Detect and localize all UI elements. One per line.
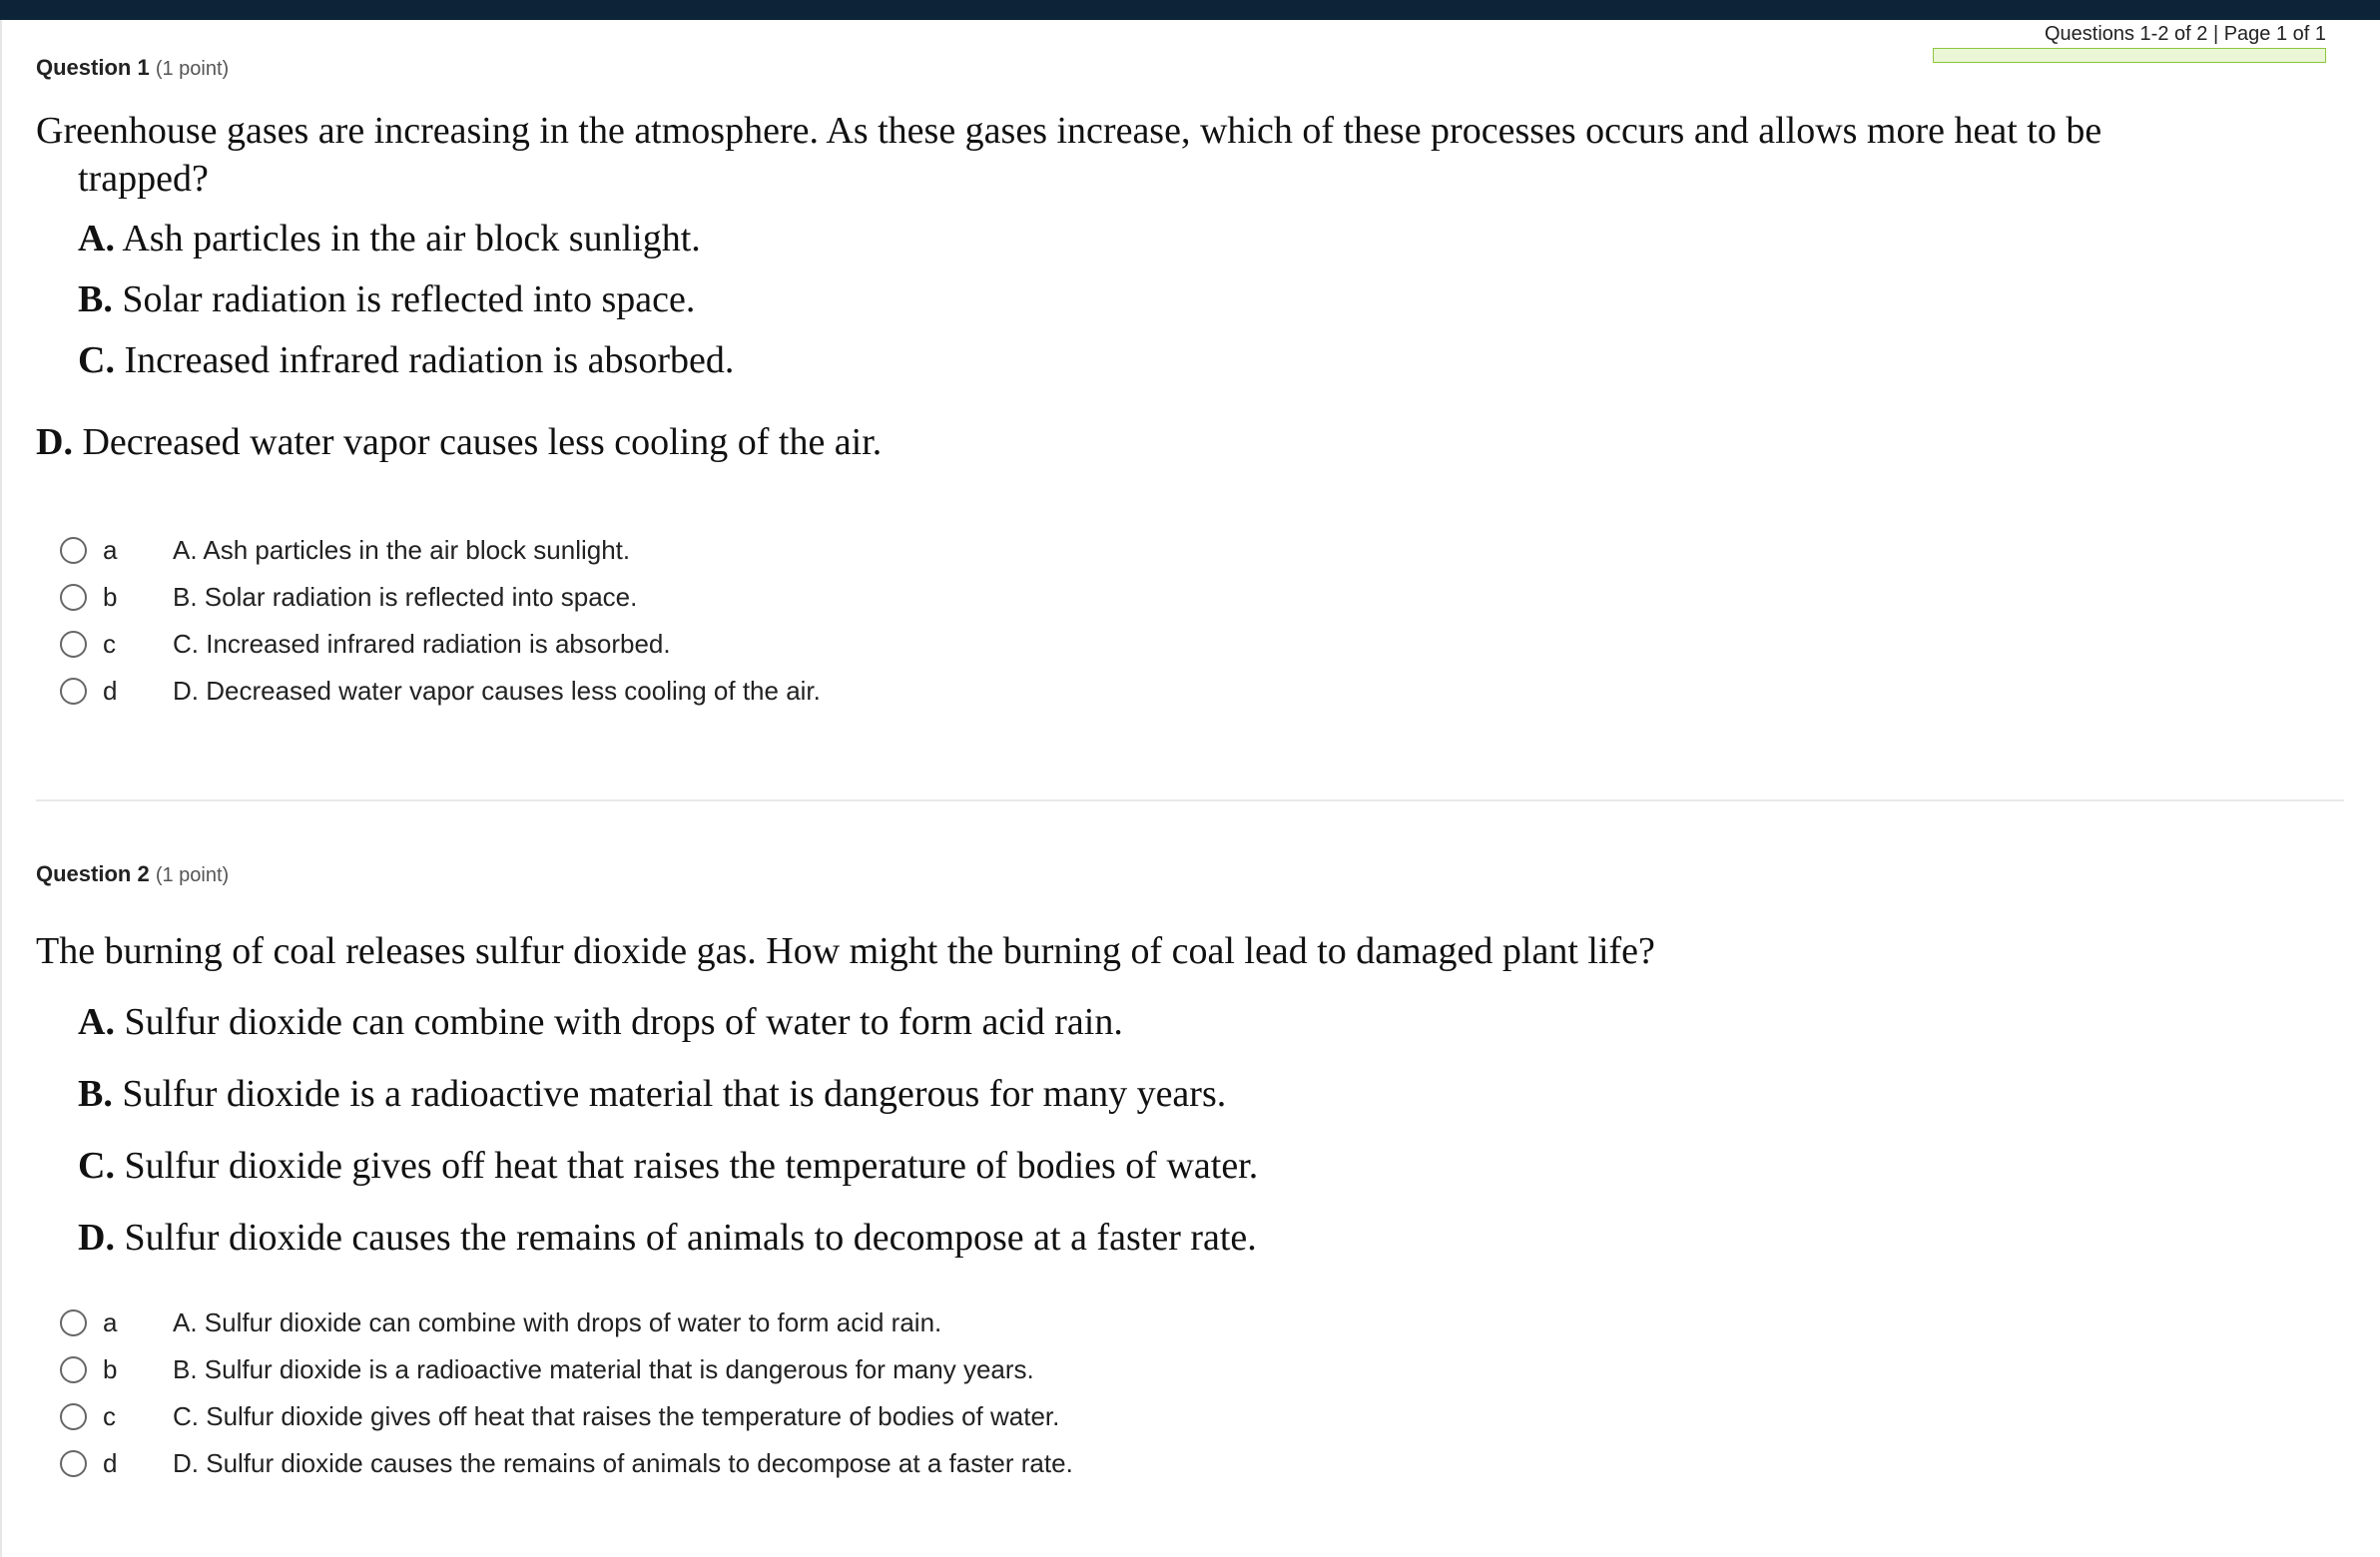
answer-choice-c[interactable]: c C. Increased infrared radiation is absorbed.: [60, 621, 821, 668]
answer-choice-b[interactable]: b B. Sulfur dioxide is a radioactive material that is dangerous for many years.: [60, 1346, 1073, 1393]
radio-button[interactable]: [60, 678, 87, 705]
stem-option-b: B. Solar radiation is reflected into space.: [78, 278, 696, 320]
question-title: Question 2: [36, 861, 150, 886]
stem-option-d: D. Decreased water vapor causes less cooling of the air.: [36, 421, 883, 463]
radio-button[interactable]: [60, 537, 87, 564]
answer-choice-d[interactable]: d D. Decreased water vapor causes less cooling of the air.: [60, 668, 821, 715]
radio-button[interactable]: [60, 631, 87, 658]
answer-choices-q2: [60, 1299, 1073, 1487]
radio-button[interactable]: [60, 1356, 87, 1383]
question-divider: [36, 799, 2344, 801]
question-2: [36, 860, 2342, 1286]
answer-choices-q1: [60, 527, 821, 715]
question-stem: [36, 927, 2342, 975]
stem-line: trapped?: [78, 158, 209, 200]
radio-button[interactable]: [60, 1309, 87, 1336]
answer-choice-c[interactable]: c C. Sulfur dioxide gives off heat that raises the temperature of bodies of water.: [60, 1393, 1073, 1440]
stem-line: Greenhouse gases are increasing in the atmosphere. As these gases increase, which of these processes occurs and allows more heat to be: [36, 110, 2102, 152]
question-header: [36, 54, 2342, 83]
answer-choice-d[interactable]: d D. Sulfur dioxide causes the remains of animals to decompose at a faster rate.: [60, 1440, 1073, 1487]
stem-line: The burning of coal releases sulfur dioxide gas. How might the burning of coal lead to damaged plant life?: [36, 930, 1655, 972]
question-points: (1 point): [155, 864, 230, 886]
stem-option-b: B. Sulfur dioxide is a radioactive material that is dangerous for many years.: [78, 1073, 1227, 1115]
stem-option-a: A. Sulfur dioxide can combine with drops of water to form acid rain.: [78, 1001, 1123, 1043]
answer-choice-b[interactable]: b B. Solar radiation is reflected into space.: [60, 574, 821, 621]
radio-button[interactable]: [60, 584, 87, 611]
radio-button[interactable]: [60, 1450, 87, 1477]
progress-label: Questions 1-2 of 2 | Page 1 of 1: [2044, 23, 2326, 45]
question-stem: [36, 107, 2342, 203]
answer-choice-a[interactable]: a A. Ash particles in the air block sunlight.: [60, 527, 821, 574]
stem-options: [36, 998, 2342, 1286]
question-points: (1 point): [155, 58, 230, 80]
stem-option-c: C. Increased infrared radiation is absorbed.: [78, 339, 735, 381]
radio-button[interactable]: [60, 1403, 87, 1430]
question-1: [36, 54, 2342, 479]
top-bar: [0, 0, 2380, 20]
question-title: Question 1: [36, 55, 150, 80]
stem-option-a: A. Ash particles in the air block sunlight.: [78, 218, 701, 260]
stem-option-c: C. Sulfur dioxide gives off heat that raises the temperature of bodies of water.: [78, 1145, 1259, 1187]
stem-options: [36, 215, 2342, 479]
answer-choice-a[interactable]: a A. Sulfur dioxide can combine with drops of water to form acid rain.: [60, 1299, 1073, 1346]
left-border: [0, 20, 2, 1557]
stem-option-d: D. Sulfur dioxide causes the remains of animals to decompose at a faster rate.: [78, 1217, 1257, 1259]
question-header: [36, 860, 2342, 889]
